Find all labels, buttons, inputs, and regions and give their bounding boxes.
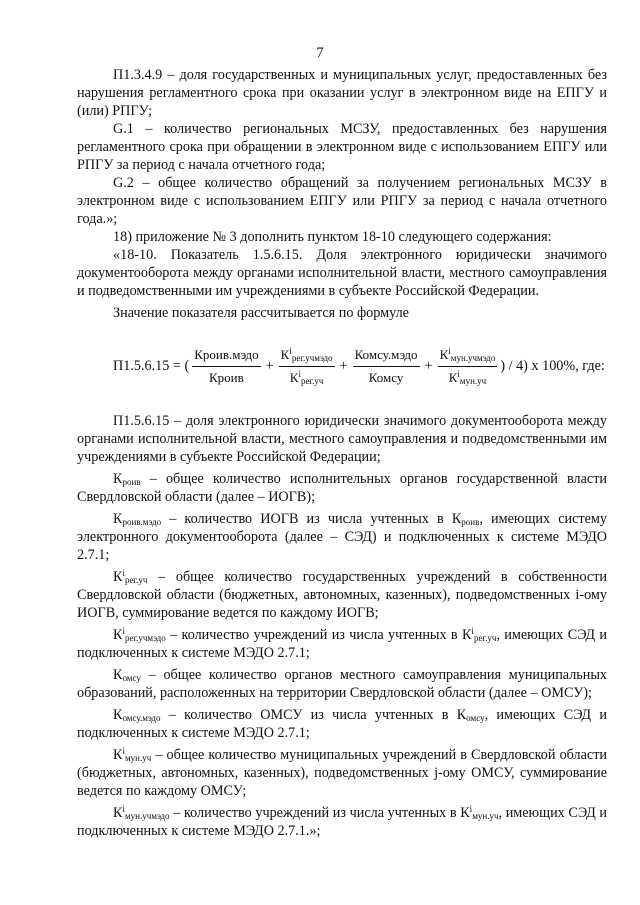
definition-k-omsu-medo: $К_{омсу.мэдо}$ – количество ОМСУ из числа учтенных в $К_{омсу}$, имеющих СЭД и подключенных к системе МЭДО 2.7.1; bbox=[77, 707, 607, 741]
formula bbox=[77, 330, 607, 402]
formula-f1-numerator: Кроив.мэдо bbox=[192, 347, 260, 367]
formula-f3-denominator: Комсу bbox=[368, 369, 404, 385]
paragraph-p1-5-6-15-definition: П1.5.6.15 – доля электронного юридически значимого документооборота между органами исполнительной власти, местного самоуправления и подведомственными им учреждениями в субъекте Российской Федерации; bbox=[77, 413, 607, 465]
paragraph-g1: G.1 – количество региональных МСЗУ, предоставленных без нарушения регламентного срока при обращении в электронном виде с использованием ЕПГУ или РПГУ за период с начала отчетного года; bbox=[77, 121, 607, 173]
formula-fraction-1 bbox=[192, 347, 260, 386]
formula-fraction-4 bbox=[438, 347, 498, 386]
definition-k-reg-uch: $К^i_{рег.уч}$ – общее количество государственных учреждений в собственности Свердловской области (бюджетных, автономных, казенных), подведомственных i-ому ИОГВ, суммирование ведется по каждому ИОГВ; bbox=[77, 568, 607, 621]
formula-plus-2: + bbox=[339, 358, 348, 374]
definition-k-mun-uch: $К^i_{мун.уч}$ – общее количество муниципальных учреждений в Свердловской области (бюджетных, автономных, казенных), подведомственных j-ому ОМСУ, суммирование ведется по каждому ОМСУ; bbox=[77, 746, 607, 799]
formula-plus-3: + bbox=[424, 358, 433, 374]
definition-k-mun-uch-medo: $К^i_{мун.учмэдо}$ – количество учреждений из числа учтенных в $К^i_{мун.уч}$, имеющих СЭД и подключенных к системе МЭДО 2.7.1.»; bbox=[77, 804, 607, 839]
paragraph-g2: G.2 – общее количество обращений за получением региональных МСЗУ в электронном виде с использованием ЕПГУ или РПГУ за период с начала отчетного года.»; bbox=[77, 175, 607, 227]
formula-f4-numerator: $К^i_{мун.учмэдо}$ bbox=[438, 347, 498, 367]
formula-plus-1: + bbox=[265, 358, 274, 374]
formula-f1-denominator: Кроив bbox=[209, 369, 244, 385]
page-number: 7 bbox=[316, 45, 324, 61]
definition-k-reg-uch-medo: $К^i_{рег.учмэдо}$ – количество учреждений из числа учтенных в $К^i_{рег.уч}$, имеющих СЭД и подключенных к системе МЭДО 2.7.1; bbox=[77, 626, 607, 661]
formula-lhs: П1.5.6.15 = ( bbox=[113, 358, 190, 374]
formula-f2-denominator: $К^i_{рег.уч}$ bbox=[289, 368, 324, 386]
definition-k-omsu: $К_{омсу}$ – общее количество органов местного самоуправления муниципальных образований, расположенных на территории Свердловской области (далее – ОМСУ); bbox=[77, 667, 607, 701]
paragraph-item-18: 18) приложение № 3 дополнить пунктом 18-10 следующего содержания: bbox=[113, 229, 552, 245]
definition-k-roiv-medo: $К_{роив.мэдо}$ – количество ИОГВ из числа учтенных в $К_{роив}$, имеющих систему электронного документооборота (далее – СЭД) и подключенных к системе МЭДО 2.7.1; bbox=[77, 511, 607, 563]
formula-f2-numerator: $К^i_{рег.учмэдо}$ bbox=[279, 347, 335, 367]
paragraph-18-10: «18-10. Показатель 1.5.6.15. Доля электронного юридически значимого документооборота между органами исполнительной власти, местного самоуправления и подведомственными им учреждениями в субъекте Российской Федерации. bbox=[77, 247, 607, 299]
formula-fraction-2 bbox=[279, 347, 335, 386]
formula-f3-numerator: Комсу.мэдо bbox=[353, 347, 420, 367]
formula-rhs: ) / 4) х 100%, где: bbox=[500, 358, 605, 374]
formula-f4-denominator: $К^i_{мун.уч}$ bbox=[448, 368, 487, 386]
paragraph-formula-intro: Значение показателя рассчитывается по формуле bbox=[113, 305, 409, 321]
formula-fraction-3 bbox=[353, 347, 420, 386]
definition-k-roiv: $К_{роив}$ – общее количество исполнительных органов государственной власти Свердловской области (далее – ИОГВ); bbox=[77, 471, 607, 505]
paragraph-p1-3-4-9: П1.3.4.9 – доля государственных и муниципальных услуг, предоставленных без нарушения регламентного срока при оказании услуг в электронном виде на ЕПГУ и (или) РПГУ; bbox=[77, 67, 607, 119]
document-body bbox=[77, 66, 607, 840]
